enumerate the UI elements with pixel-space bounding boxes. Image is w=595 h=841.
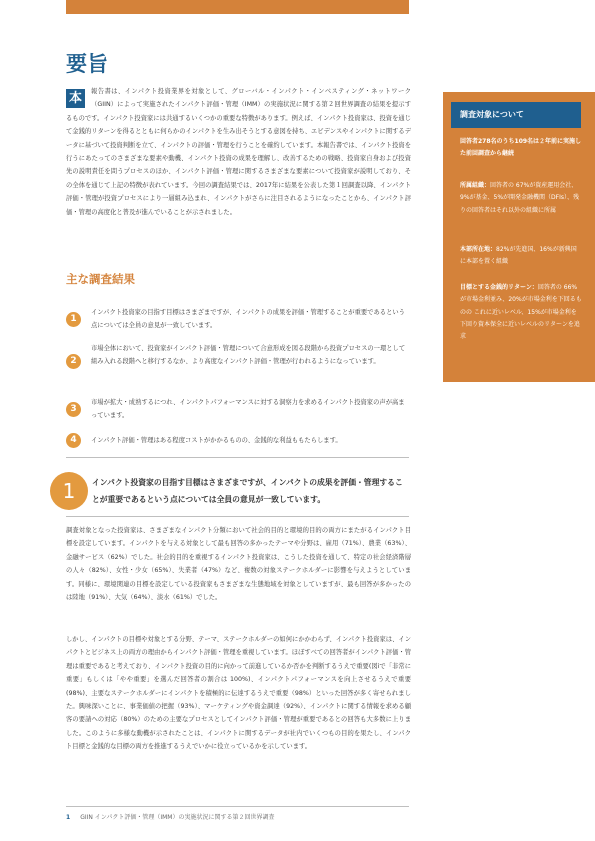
finding-text: インパクト投資家の目指す目標はさまざまですが、インパクトの成果を評価・管理することが重要であるという点については全員の意見が一致しています。	[91, 309, 405, 330]
section-number: 1	[50, 472, 88, 510]
intro-paragraph	[66, 85, 411, 219]
finding-number: 2	[66, 354, 81, 369]
page-number: 1	[66, 814, 71, 821]
sidebar-heading-box	[451, 102, 581, 128]
dropcap: 本	[66, 89, 85, 108]
footer	[66, 812, 274, 821]
footer-title: GIIN インパクト評価・管理（IMM）の実施状況に関する第２回世界調査	[80, 814, 275, 821]
sidebar-respondents: 回答者278名のうち109名は２年前に実施した前回調査から継続	[460, 138, 582, 158]
finding-number: 1	[66, 312, 81, 327]
page-title: 要旨	[66, 52, 108, 76]
finding-text: インパクト評価・管理はある程度コストがかかるものの、金銭的な利益ももたらします。	[91, 437, 342, 444]
finding-number: 4	[66, 433, 81, 448]
sidebar-headquarters: 本部所在地：82%が先進国、16%が新興国に本部を置く組織	[460, 246, 577, 266]
findings-heading: 主な調査結果	[66, 272, 135, 286]
section-heading: インパクト投資家の目指す目標はさまざまですが、インパクトの成果を評価・管理することが重要であるという点については全員の意見が一致しています。	[92, 478, 403, 504]
finding-text: 市場が拡大・成熟するにつれ、インパクトパフォーマンスに対する洞察力を求めるインパクト投資家の声が高まっています。	[91, 399, 405, 420]
finding-number: 3	[66, 402, 81, 417]
body-paragraph: 調査対象となった投資家は、さまざまなインパクト分類において社会的目的と環境的目的の両方にまたがるインパクト目標を設定しています。インパクトを与える対象として最も回答の多かったテーマや分野は、雇用（71%）、農業（63%）、金融サービス（62%）でした。社会的目的を重視するインパクト投資家は、こうした投資を通して、特定の社会経済階層の人々（82%）、女性・少女（65%）、失業者（47%）など、複数の対象ステークホルダーに影響を与えようとしています。同様に、環境関連の目標を設定している投資家もさまざまな生態地域を対象としていますが、最も回答が多かったのは陸地（91%）、大気（64%）、淡水（61%）でした。	[66, 527, 411, 602]
sidebar-target-return: 目標とする金銭的リターン：回答者の 66%が市場金利並み、20%が市場金利を下回るものの これに近いレベル、15%が市場金利を下回り資本保全に近いレベルのリターンを追求	[460, 284, 582, 341]
top-accent-bar	[66, 0, 409, 14]
body-paragraph: しかし、インパクトの目標や対象とする分野、テーマ、ステークホルダーの如何にかかわらず、インパクト投資家は、インパクトとビジネス上の両方の理由からインパクト評価・管理を重視しています。ほぼすべての回答者がインパクト評価・管理は重要であると考えており、インパクト投資の目的に向かって前進しているか否かを判断するうえで重要(図ⅰで「非常に重要」もしくは「やや重要」を選んだ回答者の割合は 100%)、インパクトパフォーマンスを向上させるうえで重要(98%)、主要なステークホルダーにインパクトを積極的に伝達するうえで重要（98%）といった回答が多く寄せられました。興味深いことに、事業価値の把握（93%）、マーケティングや資金調達（92%）、インパクトに関する情報を求める顧客の要請への対応（80%）のための主要なプロセスとしてインパクト評価・管理が重要であるとの回答も大多数に上りました。このように多様な動機が示されたことは、インパクトに関するデータが社内でいくつもの目的を果たし、インパクト目標と金銭的な目標の両方を推進するうえでいかに役立っているかを示しています。	[66, 636, 411, 751]
finding-text: 市場全体において、投資家がインパクト評価・管理について合意形成を図る段階から投資プロセスの一環として組み入れる段階へと移行するなか、より高度なインパクト評価・管理が行われるようになっています。	[91, 345, 406, 366]
sidebar-heading: 調査対象について	[460, 110, 524, 119]
divider	[66, 516, 409, 517]
sidebar-organization: 所属組織：回答者の 67%が資産運用会社、9%が基金、5%が開発金融機関（DFIs）、残りの回答者はそれ以外の組織に所属	[460, 182, 580, 214]
intro-text: 報告書は、インパクト投資業界を対象として、グローバル・インパクト・インベスティング・ネットワーク（GIIN）によって実施されたインパクト評価・管理（IMM）の実施状況に関する第２回世界調査の結果を提示するものです。インパクト投資家には共通するいくつかの重要な特徴があります。例えば、インパクト投資家は、投資を通じて金銭的リターンを得るとともに何らかのインパクトを生み出そうとする意図を持ち、エビデンスやインパクトに関するデータに基づいて投資判断を立て、インパクトの評価・管理を行うことを確約しています。本報告書では、インパクト投資を行うにあたってのさまざまな要素や動機、インパクト投資の成果を理解し、改善するための戦略、投資家自身および投資先の説明責任を問うプロセスのほか、インパクト評価・管理に関するさまざまな要素について投資家が説明しており、その全体を通じて上記の特徴が表れています。今回の調査結果では、2017年に結果を公表した第１回調査以降、インパクト評価・管理が投資プロセスにより一層組み込まれ、インパクトがさらに注目されるようになったことから、インパクト評価・管理の高度化と普及が進んでいることが示されました。	[66, 88, 412, 216]
footer-divider	[66, 806, 409, 807]
divider	[66, 457, 409, 458]
survey-sidebar	[443, 92, 595, 382]
